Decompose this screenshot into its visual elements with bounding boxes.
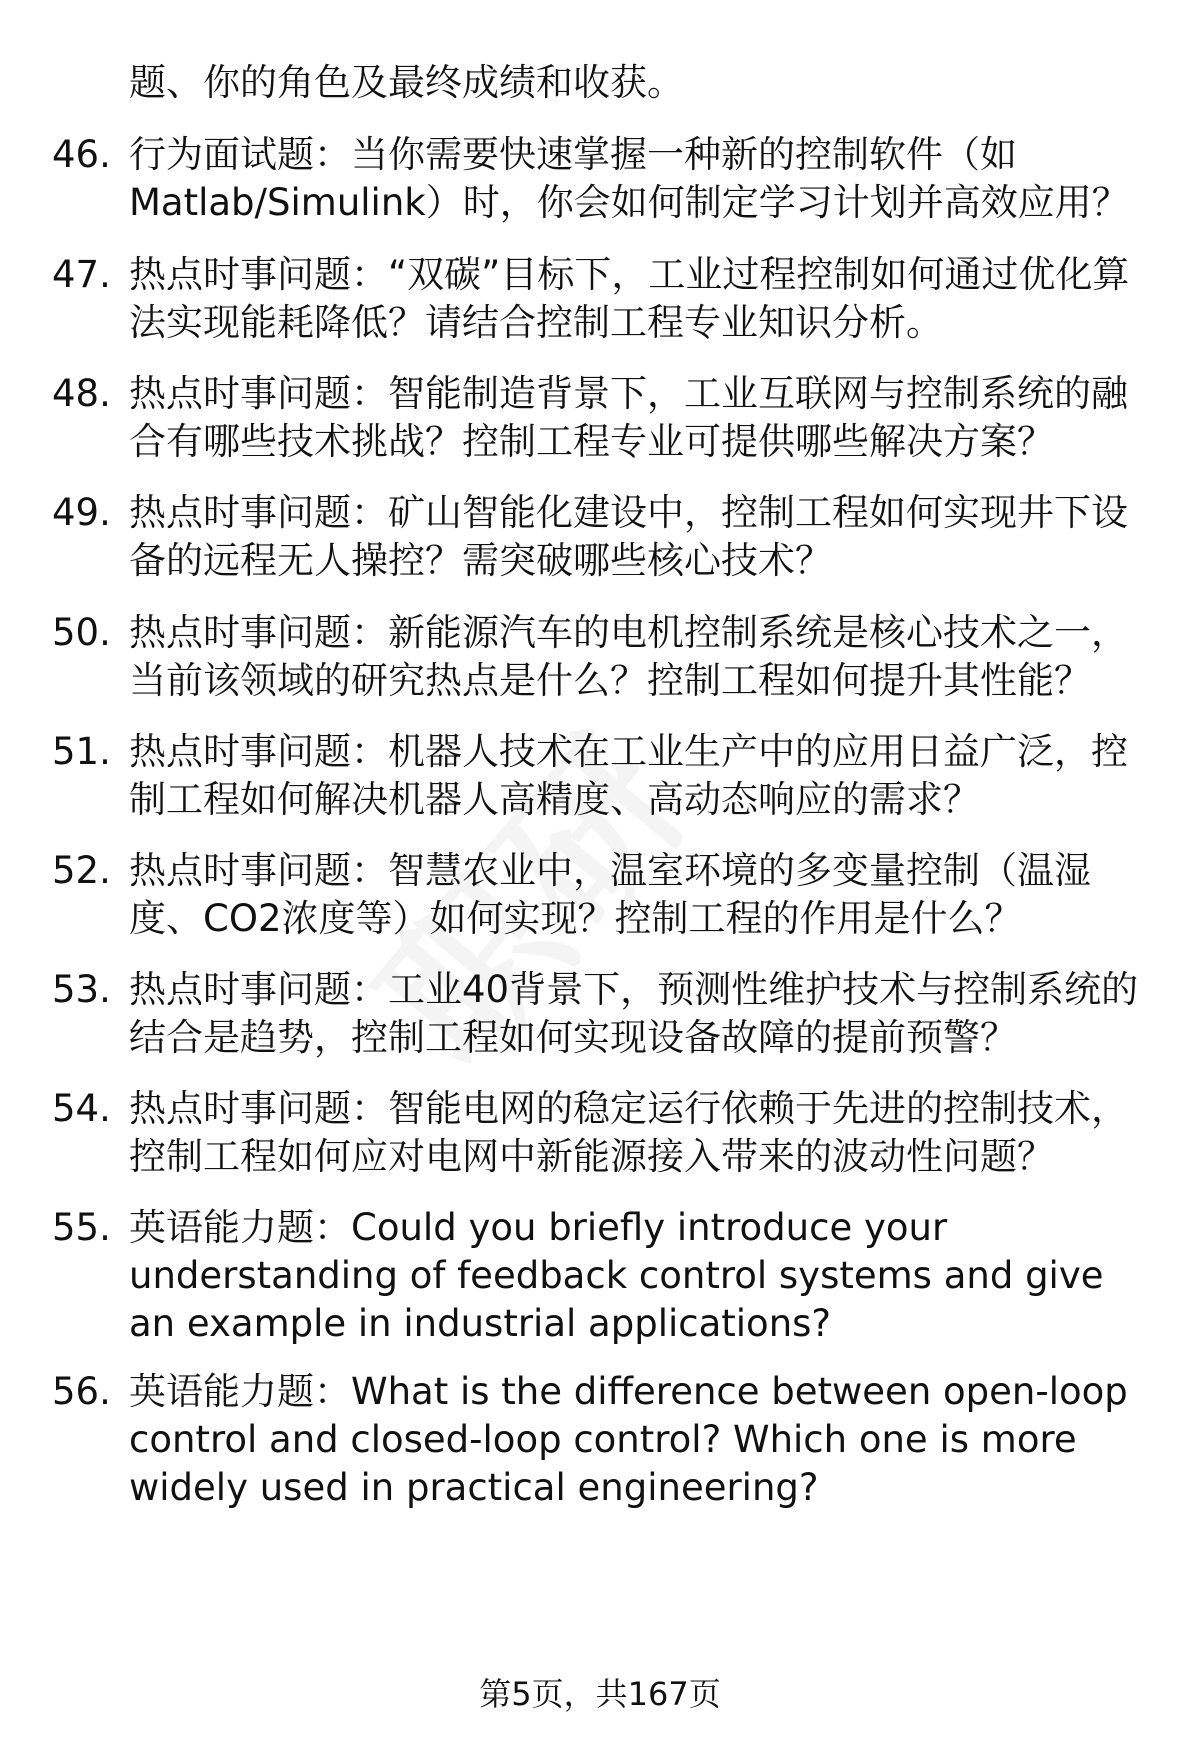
question-item: [52, 1085, 1162, 1181]
question-item: [52, 489, 1162, 585]
question-number: 55.: [52, 1206, 111, 1249]
question-number: 49.: [52, 491, 111, 534]
question-text: 热点时事问题：智能制造背景下，工业互联网与控制系统的融合有哪些技术挑战？控制工程专业可提供哪些解决方案？: [129, 372, 1128, 463]
question-item: [52, 728, 1162, 824]
question-item: [52, 370, 1162, 466]
question-number: 50.: [52, 611, 111, 654]
question-number: 51.: [52, 730, 111, 773]
question-number: 53.: [52, 968, 111, 1011]
question-text: 热点时事问题：智能电网的稳定运行依赖于先进的控制技术，控制工程如何应对电网中新能源接入带来的波动性问题？: [129, 1087, 1128, 1178]
question-text: 英语能力题：Could you briefly introduce your understanding of feedback control systems and give an example in industrial applications?: [129, 1206, 1104, 1345]
question-text: 热点时事问题：矿山智能化建设中，控制工程如何实现井下设备的远程无人操控？需突破哪些核心技术？: [129, 491, 1128, 582]
page-footer: 第5页，共167页: [479, 1675, 721, 1713]
question-item: [52, 131, 1162, 227]
question-text: 热点时事问题：机器人技术在工业生产中的应用日益广泛，控制工程如何解决机器人高精度、高动态响应的需求？: [129, 730, 1128, 821]
question-number: 54.: [52, 1087, 111, 1130]
question-text: 热点时事问题：“双碳”目标下，工业过程控制如何通过优化算法实现能耗降低？请结合控制工程专业知识分析。: [129, 253, 1130, 344]
question-text: 英语能力题：What is the difference between open-loop control and closed-loop control? Which one is more widely used in practical engineering?: [129, 1370, 1128, 1509]
question-number: 48.: [52, 372, 111, 415]
continuation-text: 题、你的角色及最终成绩和收获。: [129, 61, 684, 104]
question-item: [52, 609, 1162, 705]
question-text: 热点时事问题：新能源汽车的电机控制系统是核心技术之一，当前该领域的研究热点是什么？控制工程如何提升其性能？: [129, 611, 1128, 702]
question-item: [52, 251, 1162, 347]
question-text: 热点时事问题：工业40背景下，预测性维护技术与控制系统的结合是趋势，控制工程如何实现设备故障的提前预警？: [129, 968, 1139, 1059]
question-item: [52, 1204, 1162, 1348]
question-text: 热点时事问题：智慧农业中，温室环境的多变量控制（温湿度、CO2浓度等）如何实现？控制工程的作用是什么？: [129, 849, 1091, 940]
question-item: [52, 847, 1162, 943]
question-text: 行为面试题：当你需要快速掌握一种新的控制软件（如Matlab/Simulink）时，你会如何制定学习计划并高效应用？: [129, 133, 1129, 224]
question-number: 46.: [52, 133, 111, 176]
question-number: 52.: [52, 849, 111, 892]
question-item: [52, 1368, 1162, 1512]
question-number: 47.: [52, 253, 111, 296]
question-item: [52, 966, 1162, 1062]
question-number: 56.: [52, 1370, 111, 1413]
